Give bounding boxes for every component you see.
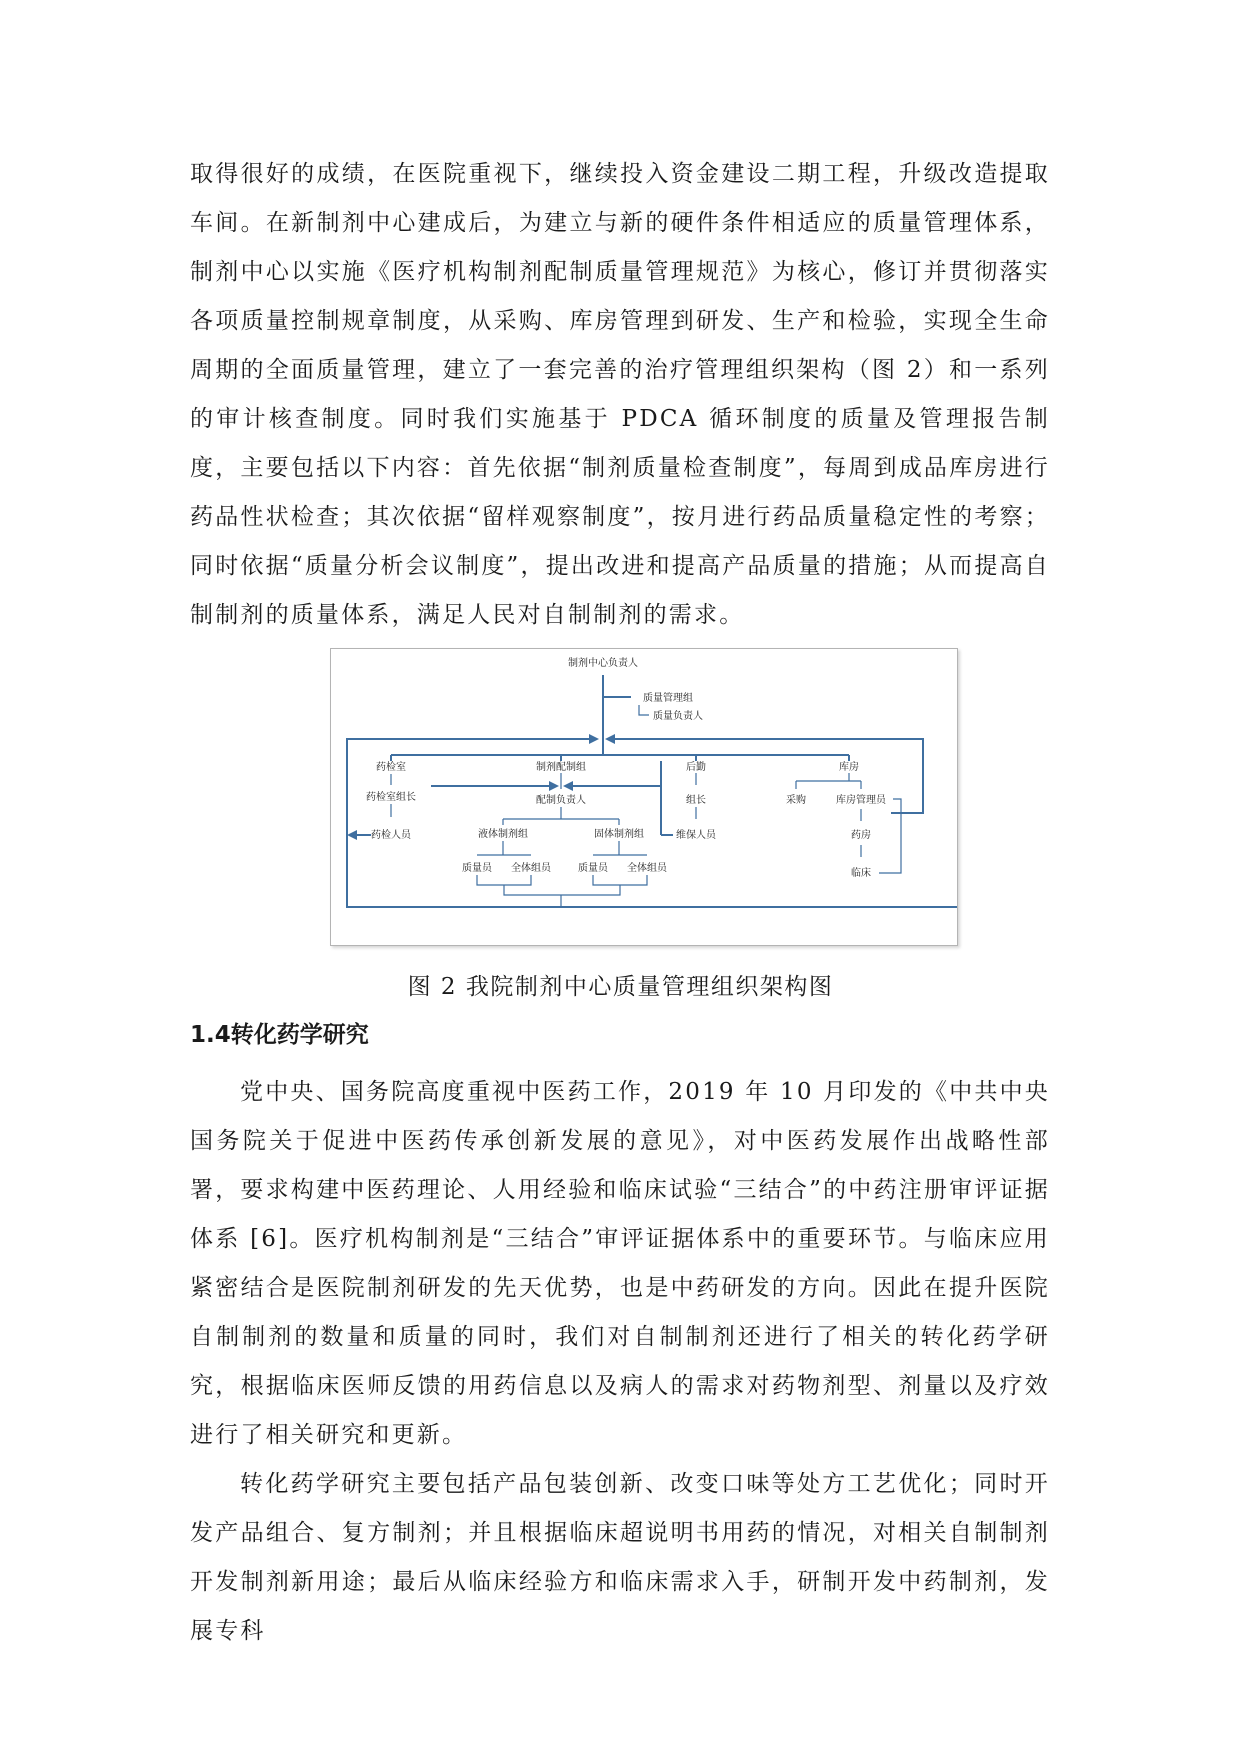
node-store: 库房 bbox=[839, 762, 859, 773]
org-chart bbox=[331, 649, 957, 945]
node-logistics: 后勤 bbox=[686, 762, 706, 773]
node-clinic: 临床 bbox=[851, 868, 871, 879]
connector bbox=[593, 875, 647, 885]
connector bbox=[477, 875, 531, 885]
connector bbox=[504, 885, 620, 895]
node-log-staff: 维保人员 bbox=[676, 830, 716, 841]
node-qa-lead: 质量负责人 bbox=[653, 711, 703, 722]
arrow-head bbox=[549, 781, 559, 791]
node-store-mgr: 库房管理员 bbox=[836, 795, 886, 806]
connector bbox=[879, 799, 901, 873]
arrow-head bbox=[589, 734, 599, 744]
node-lab-lead: 药检室组长 bbox=[366, 792, 416, 803]
node-prep-group: 制剂配制组 bbox=[536, 762, 586, 773]
node-lab-staff: 药检人员 bbox=[371, 830, 411, 841]
node-qa-group: 质量管理组 bbox=[643, 693, 693, 704]
node-pharmacy: 药房 bbox=[851, 830, 871, 841]
org-chart-figure bbox=[330, 648, 958, 946]
node-liquid-qc: 质量员 bbox=[462, 863, 492, 874]
paragraph-research: 转化药学研究主要包括产品包装创新、改变口味等处方工艺优化；同时开发产品组合、复方制剂；并且根据临床超说明书用药的情况，对相关自制制剂开发制剂新用途；最后从临床经验方和临床需求入手，研制开发中药制剂，发展专科 bbox=[190, 1471, 1050, 1644]
node-solid-qc: 质量员 bbox=[578, 863, 608, 874]
paragraph-policy: 党中央、国务院高度重视中医药工作，2019 年 10 月印发的《中共中央国务院关于促进中医药传承创新发展的意见》，对中医药发展作出战略性部署，要求构建中医药理论、人用经验和临床试验“三结合”的中药注册审评证据体系 [6]。医疗机构制剂是“三结合”审评证据体系中的重要环节。与临床应用紧密结合是医院制剂研发的先天优势，也是中药研发的方向。因此在提升医院自制制剂的数量和质量的同时，我们对自制制剂还进行了相关的转化药学研究，根据临床医师反馈的用药信息以及病人的需求对药物剂型、剂量以及疗效进行了相关研究和更新。 bbox=[190, 1079, 1050, 1448]
node-liquid: 液体制剂组 bbox=[478, 829, 528, 840]
paragraph-quality-system: 取得很好的成绩，在医院重视下，继续投入资金建设二期工程，升级改造提取车间。在新制剂中心建成后，为建立与新的硬件条件相适应的质量管理体系，制剂中心以实施《医疗机构制剂配制质量管理规范》为核心，修订并贯彻落实各项质量控制规章制度，从采购、库房管理到研发、生产和检验，实现全生命周期的全面质量管理，建立了一套完善的治疗管理组织架构（图 2）和一系列的审计核查制度。同时我们实施基于 PDCA 循环制度的质量及管理报告制度，主要包括以下内容：首先依据“制剂质量检查制度”，每周到成品库房进行药品性状检查；其次依据“留样观察制度”，按月进行药品质量稳定性的考察；同时依据“质量分析会议制度”，提出改进和提高产品质量的措施；从而提高自制制剂的质量体系，满足人民对自制制剂的需求。 bbox=[190, 161, 1050, 628]
node-purchase: 采购 bbox=[786, 795, 806, 806]
node-liquid-all: 全体组员 bbox=[511, 863, 551, 874]
node-head: 制剂中心负责人 bbox=[568, 658, 638, 669]
section-heading: 1.4转化药学研究 bbox=[190, 1022, 369, 1048]
node-prep-lead: 配制负责人 bbox=[536, 795, 586, 806]
figure-caption: 图 2 我院制剂中心质量管理组织架构图 bbox=[407, 974, 834, 1000]
node-solid: 固体制剂组 bbox=[594, 829, 644, 840]
arrow-head bbox=[605, 734, 615, 744]
node-log-lead: 组长 bbox=[686, 795, 706, 806]
connector bbox=[639, 705, 649, 715]
node-lab: 药检室 bbox=[376, 762, 406, 773]
arrow-head bbox=[347, 830, 357, 840]
arrow-head bbox=[563, 781, 573, 791]
node-solid-all: 全体组员 bbox=[627, 863, 667, 874]
